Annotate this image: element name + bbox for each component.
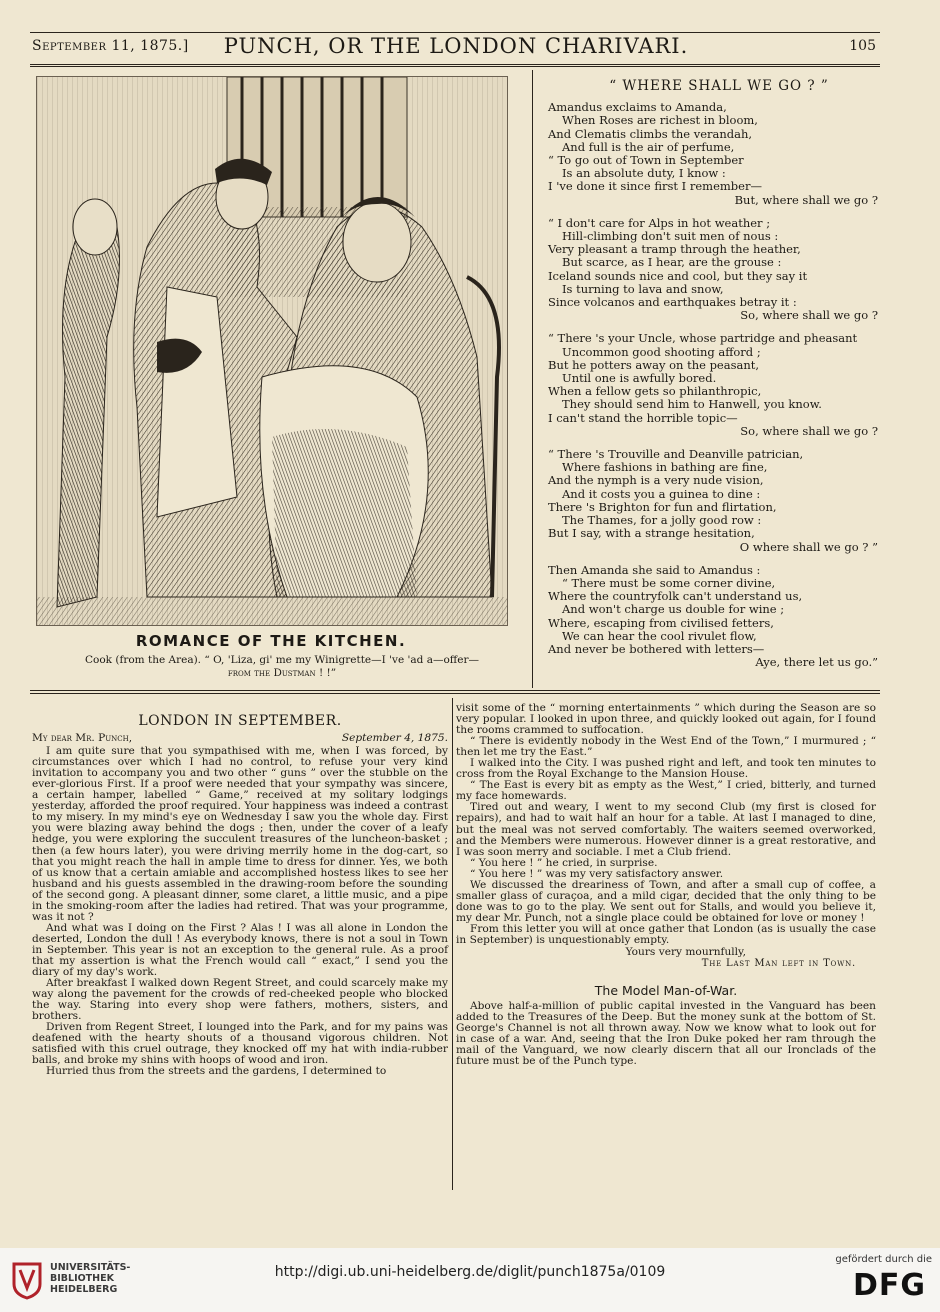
poem-line: O where shall we go ? ” <box>739 539 878 554</box>
section-rule-2 <box>30 693 880 694</box>
source-url[interactable]: http://digi.ub.uni-heidelberg.de/diglit/punch1875a/0109 <box>274 1264 666 1280</box>
page-header <box>32 34 880 60</box>
article-paragraph: “ You here ! ” he cried, in surprise. <box>470 856 658 869</box>
library-line: UNIVERSITÄTS- <box>50 1262 131 1273</box>
poem-stanza <box>548 448 878 554</box>
publication-title: PUNCH, OR THE LONDON CHARIVARI. <box>223 34 689 58</box>
poem-line: I 've done it since first I remember— <box>548 179 762 194</box>
poem-line: But he potters away on the peasant, <box>548 357 760 372</box>
poem-line: And never be bothered with letters— <box>548 641 765 656</box>
model-title: The Model Man-of-War. <box>594 983 738 999</box>
header-rule-2 <box>30 66 880 67</box>
poem-line: Then Amanda she said to Amandus : <box>548 562 761 577</box>
poem-line: We can hear the cool rivulet flow, <box>562 628 757 643</box>
signature: The Last Man left in Town. <box>701 958 856 970</box>
poem-stanza <box>548 332 878 438</box>
poem-line: When Roses are richest in bloom, <box>562 113 758 128</box>
poem-stanza <box>548 217 878 323</box>
funded-by-text: gefördert durch die <box>835 1254 932 1265</box>
top-border <box>30 32 880 33</box>
letter-date: September 4, 1875. <box>341 732 448 745</box>
poem-line: Where fashions in bathing are fine, <box>562 460 768 475</box>
article-paragraph: visit some of the “ morning entertainments ” which during the Season are so very popular. I looked in upon three, and quickly looked out again, for I found the rooms crammed to suffocation. <box>456 702 876 737</box>
poem-line: “ There 's Trouville and Deanville patrician, <box>548 447 804 462</box>
article-paragraph: And what was I doing on the First ? Alas ! I was all alone in London the deserted, London the dull ! As everybody knows, there is not a soul in Town in September. This year is not an exception to the general rule. As a proof that my assertion is what the French would call “ exact,” I send you the diary of my day's work. <box>32 921 448 979</box>
poem-line: Is turning to lava and snow, <box>562 281 724 296</box>
article-paragraph: From this letter you will at once gather that London (as is usually the case in September) is unquestionably empty. <box>456 922 876 946</box>
poem-line: I can't stand the horrible topic— <box>548 410 738 425</box>
poem-line: “ I don't care for Alps in hot weather ; <box>548 215 771 230</box>
page-number: 105 <box>849 38 876 54</box>
article-left-text <box>32 746 448 1077</box>
library-line: BIBLIOTHEK <box>50 1273 114 1284</box>
cartoon-engraving-icon <box>37 77 507 625</box>
model-text: Above half-a-million of public capital invested in the Vanguard has been added to the Treasures of the Deep. But the money sunk at the bottom of St. George's Channel is not all thrown away. Now we know what to look out for in case of a war. And, seeing that the Iron Duke poked her ram through the mail of the Vanguard, we now clearly discern that all our Ironclads of the future must be of the Punch type. <box>456 1000 876 1068</box>
poem-line: “ There must be some corner divine, <box>562 575 776 590</box>
dfg-logo: DFG <box>852 1268 926 1303</box>
salutation-line <box>32 733 448 744</box>
poem-line: And Clematis climbs the verandah, <box>548 126 753 141</box>
poem-line: And the nymph is a very nude vision, <box>548 473 764 488</box>
poem-line: And full is the air of perfume, <box>562 139 735 154</box>
poem-line: Since volcanos and earthquakes betray it : <box>548 295 797 310</box>
poem-line: Is an absolute duty, I know : <box>562 166 726 181</box>
cartoon-caption-line: Cook (from the Area). “ O, 'Liza, gi' me my Winigrette—I 've 'ad a—offer— <box>84 654 479 666</box>
poem-line: But, where shall we go ? <box>734 192 878 207</box>
article-paragraph: “ The East is every bit as empty as the West,” I cried, bitterly, and turned my face homewards. <box>456 779 876 803</box>
poem-line: But I say, with a strange hesitation, <box>548 526 755 541</box>
salutation: My dear Mr. Punch, <box>32 732 133 745</box>
closing: Yours very mournfully, <box>625 946 746 959</box>
cartoon-illustration <box>36 76 508 626</box>
article-paragraph: After breakfast I walked down Regent Street, and could scarcely make my way along the pavement for the crowds of red-cheeked people who blocked the way. Staring into every shop were fathers, mothers, sisters, and brothers. <box>32 977 448 1023</box>
poem-line: Very pleasant a tramp through the heather, <box>548 242 801 257</box>
header-rule <box>30 64 880 65</box>
article-paragraph: Tired out and weary, I went to my second Club (my first is closed for repairs), and had to wait half an hour for a table. At last I managed to dine, but the meal was not served comfortably. The waiters seemed overworked, and the Members were numerous. However dinner is a great restorative, and I was soon merry and sociable. I met a Club friend. <box>456 801 876 858</box>
article-paragraph: We discussed the dreariness of Town, and after a small cup of coffee, a smaller glass of curaçoa, and a mild cigar, decided that the only thing to be done was to go to the play. We sent out for Stalls, and would you believe it, my dear Mr. Punch, not a single place could be obtained for love or money ! <box>456 878 876 924</box>
column-divider <box>532 70 533 688</box>
poem <box>548 80 878 679</box>
article-left-column <box>32 713 448 1078</box>
poem-line: And it costs you a guinea to dine : <box>562 486 761 501</box>
poem-line: Amandus exclaims to Amanda, <box>548 100 727 115</box>
poem-stanza <box>548 564 878 670</box>
poem-stanzas <box>548 101 878 669</box>
poem-line: There 's Brighton for fun and flirtation, <box>548 499 777 514</box>
article-paragraph: I walked into the City. I was pushed right and left, and took ten minutes to cross from the Royal Exchange to the Mansion House. <box>456 757 876 781</box>
poem-line: “ To go out of Town in September <box>548 153 744 168</box>
poem-line: When a fellow gets so philanthropic, <box>548 384 762 399</box>
article-title: LONDON IN SEPTEMBER. <box>138 713 342 729</box>
poem-line: Iceland sounds nice and cool, but they say it <box>548 268 808 283</box>
poem-title: “ WHERE SHALL WE GO ? ” <box>609 78 829 94</box>
poem-line: But scarce, as I hear, are the grouse : <box>562 255 782 270</box>
cartoon-title: ROMANCE OF THE KITCHEN. <box>135 632 407 650</box>
article-paragraph: “ You here ! ” was my very satisfactory answer. <box>470 867 724 880</box>
poem-line: They should send him to Hanwell, you know. <box>562 397 822 412</box>
poem-line: The Thames, for a jolly good row : <box>562 513 762 528</box>
article-paragraph: Hurried thus from the streets and the gardens, I determined to <box>46 1065 387 1078</box>
poem-line: Where the countryfolk can't understand us, <box>548 589 803 604</box>
article-paragraph: “ There is evidently nobody in the West End of the Town,” I murmured ; “ then let me try the East.” <box>456 735 876 759</box>
poem-stanza <box>548 101 878 207</box>
cartoon-caption-line: from the Dustman ! !” <box>227 667 337 679</box>
article-paragraph: I am quite sure that you sympathised with me, when I was forced, by circumstances over which I had no control, to refuse your very kind invitation to accompany you and two other “ guns ” over the stubble on the ever-glorious First. If a proof were needed that your sympathy was sincere, a certain hamper, labelled “ Game,” received at my solitary lodgings yesterday, afforded the proof required. Your happiness was indeed a contrast to my misery. In my mind's eye on Wednesday I saw you the whole day. First you were blazing away behind the dogs ; then, under the cover of a leafy hedge, you were exploring the succulent treasures of the luncheon-basket ; then (a few hours later), you were driving merrily home in the dog-cart, so that you might reach the hall in ample time to dress for dinner. Yes, we both of us know that a certain amiable and accomplished hostess likes to see her husband and his guests assembled in the drawing-room before the sounding of the second gong. A pleasant dinner, some claret, a little music, and a pipe in the smoking-room after the ladies had retired. That was your programme, was it not ? <box>32 745 448 923</box>
poem-line: So, where shall we go ? <box>740 423 878 438</box>
cartoon-caption <box>32 654 532 680</box>
header-date: September 11, 1875.] <box>32 38 189 54</box>
poem-line: Where, escaping from civilised fetters, <box>548 615 774 630</box>
poem-line: Uncommon good shooting afford ; <box>562 344 761 359</box>
article-paragraph: Driven from Regent Street, I lounged into the Park, and for my pains was deafened with the hearty shouts of a thousand vigorous children. Not satisfied with this cruel outrage, they knocked off my hat with india-rubber balls, and broke my shins with hoops of wood and iron. <box>32 1021 448 1067</box>
article-right-column <box>456 703 876 1067</box>
column-divider <box>452 698 453 1190</box>
library-line: HEIDELBERG <box>50 1284 118 1295</box>
poem-line: Aye, there let us go.” <box>755 655 878 670</box>
poem-line: “ There 's your Uncle, whose partridge and pheasant <box>548 331 858 346</box>
article-right-text <box>456 703 876 946</box>
poem-line: Hill-climbing don't suit men of nous : <box>562 229 779 244</box>
poem-line: And won't charge us double for wine ; <box>562 602 785 617</box>
section-rule <box>30 690 880 691</box>
poem-line: Until one is awfully bored. <box>562 371 717 386</box>
poem-line: So, where shall we go ? <box>740 308 878 323</box>
footer-bar <box>0 1248 940 1312</box>
